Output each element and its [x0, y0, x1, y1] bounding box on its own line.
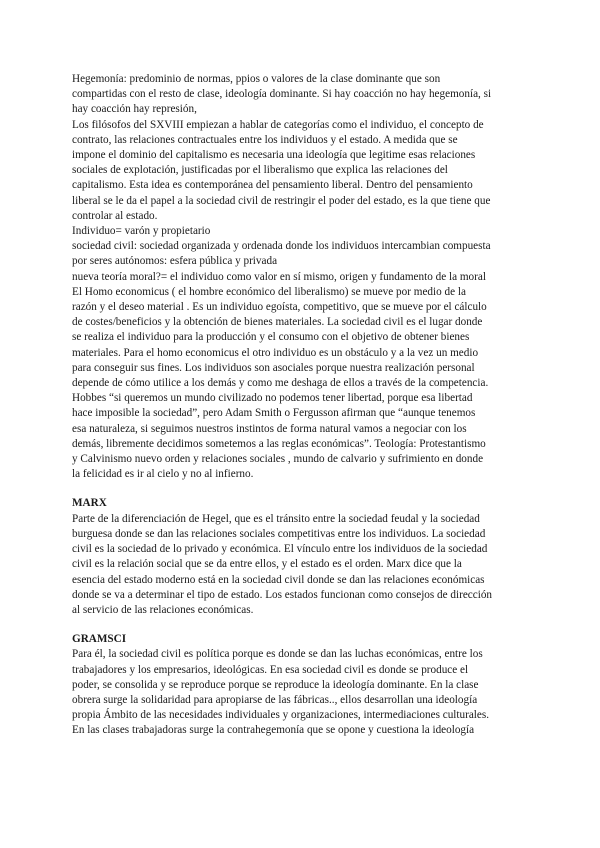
text-line: Parte de la diferenciación de Hegel, que es el tránsito entre la sociedad feudal y la sociedad — [72, 512, 480, 525]
intro-section — [72, 72, 532, 482]
text-line: civil es la relación social que se da entre ellos, y el estado es el orden. Marx dice que la — [72, 558, 462, 571]
text-line: controlar al estado. — [72, 209, 158, 222]
text-line: capitalismo. Esta idea es contemporánea del pensamiento liberal. Dentro del pensamiento — [72, 179, 473, 192]
text-line: nueva teoría moral?= el individuo como valor en sí mismo, origen y fundamento de la moral — [72, 270, 486, 283]
text-line: Para él, la sociedad civil es política porque es donde se dan las luchas económicas, entre los — [72, 648, 483, 661]
text-line: donde se va a determinar el tipo de estado. Los estados funcionan como consejos de dirección — [72, 588, 493, 601]
text-line: de costes/beneficios y la obtención de bienes materiales. La sociedad civil es el lugar donde — [72, 316, 483, 329]
text-line: impone el dominio del capitalismo es necesaria una ideología que legitime esas relaciones — [72, 149, 476, 162]
text-line: sociedad civil: sociedad organizada y ordenada donde los individuos intercambian compuesta — [72, 240, 491, 253]
text-line: compartidas con el resto de clase, ideología dominante. Si hay coacción no hay hegemonía, si — [72, 88, 492, 101]
text-line: materiales. Para el homo economicus el otro individuo es un obstáculo y a la vez un medio — [72, 346, 479, 359]
document-body — [72, 72, 532, 739]
text-line: trabajadores y los empresarios, ideológicas. En esa sociedad civil es donde se produce el — [72, 663, 469, 676]
text-line: esa naturaleza, si seguimos nuestros instintos de forma natural vamos a negociar con los — [72, 422, 467, 435]
text-line: se realiza el individuo para la producción y el consumo con el objetivo de obtener bienes — [72, 331, 470, 344]
text-line: demás, libremente decidimos sometemos a las reglas económicas”. Teología: Protestantismo — [72, 437, 486, 450]
text-line: Hobbes “si queremos un mundo civilizado no podemos tener libertad, porque esa libertad — [72, 392, 473, 405]
marx-section — [72, 512, 532, 618]
text-line: la felicidad es ir al cielo y no al infierno. — [72, 468, 254, 481]
text-line: poder, se consolida y se reproduce porque se reproduce la ideología dominante. En la clase — [72, 678, 479, 691]
text-line: burguesa donde se dan las relaciones sociales competitivas entre los individuos. La sociedad — [72, 527, 486, 540]
text-line: En las clases trabajadoras surge la contrahegemonía que se opone y cuestiona la ideología — [72, 724, 475, 737]
text-line: para conseguir sus fines. Los individuos son asociales porque nuestra realización personal — [72, 361, 475, 374]
text-line: El Homo economicus ( el hombre económico del liberalismo) se mueve por medio de la — [72, 285, 466, 298]
text-line: Los filósofos del SXVIII empiezan a hablar de categorías como el individuo, el concepto de — [72, 118, 484, 131]
text-line: hay coacción hay represión, — [72, 103, 197, 116]
text-line: al servicio de las relaciones económicas. — [72, 603, 254, 616]
text-line: hace imposible la sociedad”, pero Adam Smith o Fergusson afirman que “aunque tenemos — [72, 407, 476, 420]
text-line: depende de cómo utilice a los demás y como me deshaga de ellos a través de la competencia. — [72, 377, 489, 390]
text-line: por seres autónomos: esfera pública y privada — [72, 255, 278, 268]
gramsci-section — [72, 647, 532, 738]
text-line: civil es la sociedad de lo privado y económica. El vínculo entre los individuos de la sociedad — [72, 543, 488, 556]
text-line: sociales de explotación, justificadas por el liberalismo que explica las relaciones del — [72, 164, 448, 177]
marx-heading: MARX — [72, 497, 107, 510]
text-line: obrera surge la solidaridad para apropiarse de las fábricas.., ellos desarrollan una ideología — [72, 693, 478, 706]
text-line: razón y el deseo material . Es un individuo egoísta, competitivo, que se mueve por el cálculo — [72, 301, 487, 314]
text-line: Hegemonía: predominio de normas, ppios o valores de la clase dominante que son — [72, 73, 441, 85]
text-line: propia Ámbito de las necesidades individuales y organizaciones, intermediaciones culturales. — [72, 709, 490, 722]
text-line: Individuo= varón y propietario — [72, 225, 211, 238]
text-line: contrato, las relaciones contractuales entre los individuos y el estado. A medida que se — [72, 133, 458, 146]
text-line: liberal se le da el papel a la sociedad civil de restringir el poder del estado, es la que tiene que — [72, 194, 491, 207]
text-line: y Calvinismo nuevo orden y relaciones sociales , mundo de calvario y sufrimiento en donde — [72, 453, 484, 466]
text-line: esencia del estado moderno está en la sociedad civil donde se dan las relaciones económicas — [72, 573, 485, 586]
gramsci-heading: GRAMSCI — [72, 633, 127, 646]
